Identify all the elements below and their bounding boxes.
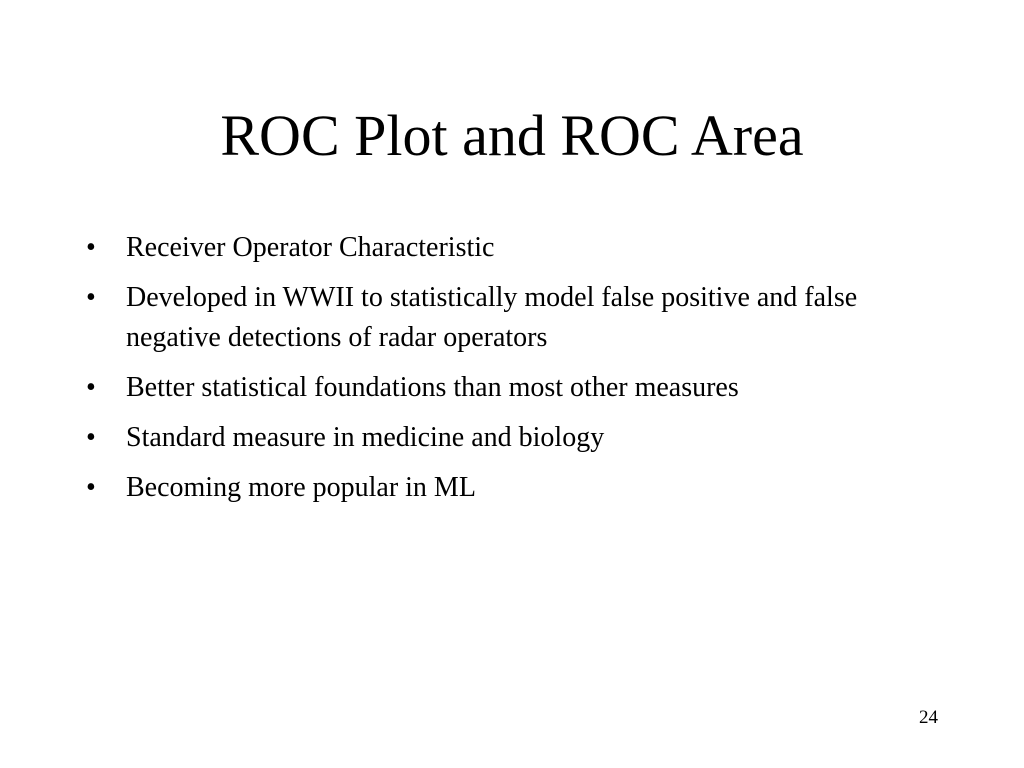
slide-title: ROC Plot and ROC Area	[220, 103, 804, 168]
bullet-icon: •	[86, 282, 96, 313]
bullet-list	[86, 228, 926, 518]
bullet-item	[86, 278, 926, 358]
bullet-item	[86, 228, 926, 268]
bullet-text: Better statistical foundations than most other measures	[126, 372, 739, 403]
page-number: 24	[919, 707, 938, 728]
bullet-icon: •	[86, 472, 96, 503]
bullet-icon: •	[86, 232, 96, 263]
bullet-item	[86, 418, 926, 458]
bullet-icon: •	[86, 422, 96, 453]
bullet-item	[86, 468, 926, 508]
bullet-text: Standard measure in medicine and biology	[126, 422, 605, 453]
bullet-item	[86, 368, 926, 408]
bullet-text: Becoming more popular in ML	[126, 472, 476, 503]
bullet-text: Developed in WWII to statistically model false positive and false negative detections of radar operators	[126, 282, 858, 353]
bullet-text: Receiver Operator Characteristic	[126, 232, 495, 263]
bullet-icon: •	[86, 372, 96, 403]
